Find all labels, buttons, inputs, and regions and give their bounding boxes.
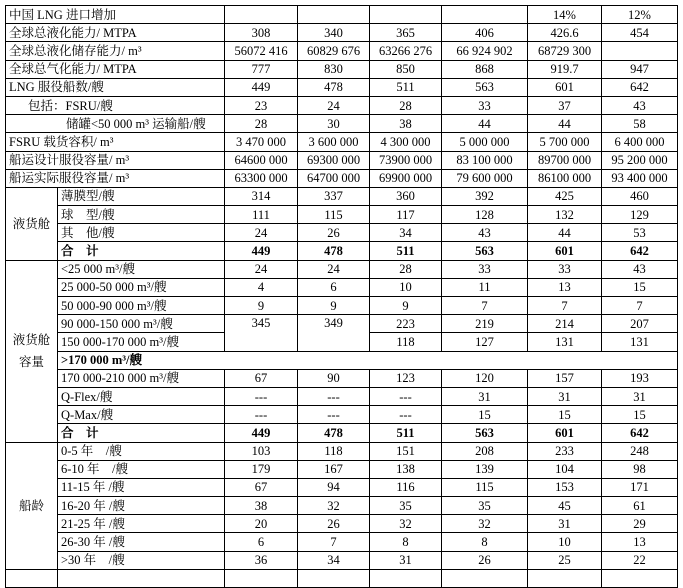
row-label: 储罐<50 000 m³ 运输船/艘 — [6, 115, 225, 133]
value-cell: 28 — [225, 115, 298, 133]
value-cell: 919.7 — [528, 60, 602, 78]
value-cell: 157 — [528, 369, 602, 387]
row-label: 16-20 年 /艘 — [58, 497, 225, 515]
value-cell: 120 — [442, 369, 528, 387]
value-cell: 63266 276 — [370, 42, 442, 60]
value-cell: 207 — [602, 315, 678, 333]
value-cell: 63300 000 — [225, 169, 298, 187]
value-cell: 128 — [442, 206, 528, 224]
value-cell: 511 — [370, 242, 442, 260]
table-row — [6, 60, 678, 78]
value-cell: 131 — [602, 333, 678, 351]
value-cell: 349 — [298, 315, 370, 351]
row-label: 170 000-210 000 m³/艘 — [58, 369, 225, 387]
empty-cell — [298, 569, 370, 587]
value-cell: 43 — [442, 224, 528, 242]
value-cell: 9 — [370, 297, 442, 315]
value-cell: 31 — [528, 515, 602, 533]
value-cell: 44 — [528, 115, 602, 133]
table-row — [6, 78, 678, 96]
value-cell: --- — [298, 406, 370, 424]
value-cell: 44 — [442, 115, 528, 133]
row-label: 其 他/艘 — [58, 224, 225, 242]
value-cell: 13 — [528, 278, 602, 296]
value-cell: 131 — [528, 333, 602, 351]
value-cell: 28 — [370, 96, 442, 114]
value-cell: 233 — [528, 442, 602, 460]
value-cell — [442, 6, 528, 24]
empty-cell — [58, 569, 225, 587]
table-row — [6, 206, 678, 224]
value-cell: 103 — [225, 442, 298, 460]
value-cell: 115 — [298, 206, 370, 224]
value-cell: 392 — [442, 187, 528, 205]
value-cell: 35 — [370, 497, 442, 515]
value-cell: 8 — [442, 533, 528, 551]
value-cell: 219 — [442, 315, 528, 333]
value-cell: 31 — [370, 551, 442, 569]
value-cell: 171 — [602, 478, 678, 496]
value-cell: 151 — [370, 442, 442, 460]
value-cell: 38 — [370, 115, 442, 133]
value-cell: 248 — [602, 442, 678, 460]
table-row — [6, 515, 678, 533]
row-label: 船运设计服役容量/ m³ — [6, 151, 225, 169]
value-cell: 6 400 000 — [602, 133, 678, 151]
value-cell: --- — [225, 406, 298, 424]
table-row — [6, 442, 678, 460]
value-cell: --- — [370, 387, 442, 405]
value-cell: 7 — [602, 297, 678, 315]
value-cell: 449 — [225, 424, 298, 442]
value-cell: 56072 416 — [225, 42, 298, 60]
value-cell: 89700 000 — [528, 151, 602, 169]
row-label: Q-Flex/艘 — [58, 387, 225, 405]
value-cell: --- — [370, 406, 442, 424]
value-cell: 308 — [225, 24, 298, 42]
table-row — [6, 406, 678, 424]
value-cell: 83 100 000 — [442, 151, 528, 169]
value-cell: 43 — [602, 260, 678, 278]
value-cell: 601 — [528, 242, 602, 260]
value-cell: 32 — [442, 515, 528, 533]
value-cell: 79 600 000 — [442, 169, 528, 187]
value-cell: 26 — [442, 551, 528, 569]
value-cell: 7 — [298, 533, 370, 551]
value-cell: 29 — [602, 515, 678, 533]
value-cell: 13 — [602, 533, 678, 551]
value-cell: 179 — [225, 460, 298, 478]
value-cell: 90 — [298, 369, 370, 387]
row-label: 包括：FSRU/艘 — [6, 96, 225, 114]
table-row — [6, 533, 678, 551]
row-label: 26-30 年 /艘 — [58, 533, 225, 551]
table-row — [6, 6, 678, 24]
row-label: 25 000-50 000 m³/艘 — [58, 278, 225, 296]
value-cell: 26 — [298, 224, 370, 242]
row-label: 全球总液化储存能力/ m³ — [6, 42, 225, 60]
value-cell: 153 — [528, 478, 602, 496]
row-label: 21-25 年 /艘 — [58, 515, 225, 533]
row-label: 全球总气化能力/ MTPA — [6, 60, 225, 78]
value-cell: 33 — [442, 96, 528, 114]
table-row — [6, 478, 678, 496]
row-label: 0-5 年 /艘 — [58, 442, 225, 460]
table-row — [6, 369, 678, 387]
value-cell: 3 470 000 — [225, 133, 298, 151]
value-cell: 67 — [225, 478, 298, 496]
value-cell: 25 — [528, 551, 602, 569]
value-cell: 24 — [298, 260, 370, 278]
value-cell: 23 — [225, 96, 298, 114]
table-row — [6, 460, 678, 478]
value-cell: 33 — [528, 260, 602, 278]
section-label: 液货舱 — [6, 187, 58, 260]
value-cell: 69900 000 — [370, 169, 442, 187]
value-cell: 15 — [442, 406, 528, 424]
value-cell: 449 — [225, 78, 298, 96]
value-cell: 601 — [528, 424, 602, 442]
value-cell: 111 — [225, 206, 298, 224]
table-row — [6, 42, 678, 60]
value-cell: 449 — [225, 242, 298, 260]
value-cell: 345 — [225, 315, 298, 351]
row-label: 6-10 年 /艘 — [58, 460, 225, 478]
value-cell — [298, 6, 370, 24]
value-cell: 34 — [370, 224, 442, 242]
value-cell: 454 — [602, 24, 678, 42]
table-row — [6, 387, 678, 405]
empty-cell — [602, 569, 678, 587]
value-cell: 563 — [442, 242, 528, 260]
value-cell: 139 — [442, 460, 528, 478]
empty-cell — [6, 569, 58, 587]
value-cell: 129 — [602, 206, 678, 224]
value-cell: 123 — [370, 369, 442, 387]
row-label: 合 计 — [58, 424, 225, 442]
value-cell: 642 — [602, 78, 678, 96]
value-cell: 24 — [225, 260, 298, 278]
table-row — [6, 115, 678, 133]
value-cell — [225, 6, 298, 24]
value-cell: 7 — [442, 297, 528, 315]
value-cell: 4 300 000 — [370, 133, 442, 151]
value-cell: 132 — [528, 206, 602, 224]
value-cell: 60829 676 — [298, 42, 370, 60]
value-cell: 37 — [528, 96, 602, 114]
value-cell: 32 — [298, 497, 370, 515]
value-cell: 28 — [370, 260, 442, 278]
table-row — [6, 133, 678, 151]
value-cell: 10 — [528, 533, 602, 551]
value-cell: 118 — [370, 333, 442, 351]
value-cell: 478 — [298, 242, 370, 260]
value-cell: 69300 000 — [298, 151, 370, 169]
value-cell: 601 — [528, 78, 602, 96]
value-cell: 31 — [602, 387, 678, 405]
value-cell: 22 — [602, 551, 678, 569]
value-cell: 118 — [298, 442, 370, 460]
value-cell: 24 — [298, 96, 370, 114]
value-cell: 58 — [602, 115, 678, 133]
value-cell: 61 — [602, 497, 678, 515]
value-cell: 777 — [225, 60, 298, 78]
value-cell: 15 — [528, 406, 602, 424]
empty-cell — [225, 569, 298, 587]
table-row — [6, 260, 678, 278]
value-cell: 127 — [442, 333, 528, 351]
table-row — [6, 169, 678, 187]
value-cell: 850 — [370, 60, 442, 78]
value-cell: 340 — [298, 24, 370, 42]
row-label: 船运实际服役容量/ m³ — [6, 169, 225, 187]
row-label: >30 年 /艘 — [58, 551, 225, 569]
value-cell: 642 — [602, 424, 678, 442]
value-cell: 43 — [602, 96, 678, 114]
row-label: 150 000-170 000 m³/艘 — [58, 333, 225, 351]
value-cell: 10 — [370, 278, 442, 296]
value-cell: 34 — [298, 551, 370, 569]
value-cell: 6 — [225, 533, 298, 551]
table-row — [6, 551, 678, 569]
value-cell: 360 — [370, 187, 442, 205]
value-cell: 3 600 000 — [298, 133, 370, 151]
table-row — [6, 24, 678, 42]
value-cell: 26 — [298, 515, 370, 533]
row-label: FSRU 载货容积/ m³ — [6, 133, 225, 151]
value-cell: 15 — [602, 406, 678, 424]
value-cell: 7 — [528, 297, 602, 315]
value-cell: 426.6 — [528, 24, 602, 42]
value-cell: 947 — [602, 60, 678, 78]
value-cell: 6 — [298, 278, 370, 296]
row-label: 薄膜型/艘 — [58, 187, 225, 205]
value-cell: 44 — [528, 224, 602, 242]
value-cell — [602, 42, 678, 60]
value-cell: 563 — [442, 424, 528, 442]
value-cell: 66 924 902 — [442, 42, 528, 60]
value-cell: 138 — [370, 460, 442, 478]
value-cell: 9 — [225, 297, 298, 315]
value-cell: 4 — [225, 278, 298, 296]
value-cell: 478 — [298, 424, 370, 442]
table-row — [6, 497, 678, 515]
value-cell: 20 — [225, 515, 298, 533]
empty-cell — [442, 569, 528, 587]
value-cell: 223 — [370, 315, 442, 333]
table-row — [6, 151, 678, 169]
row-label: 90 000-150 000 m³/艘 — [58, 315, 225, 333]
value-cell: 214 — [528, 315, 602, 333]
value-cell: 115 — [442, 478, 528, 496]
row-label: 50 000-90 000 m³/艘 — [58, 297, 225, 315]
value-cell: 67 — [225, 369, 298, 387]
value-cell: 64600 000 — [225, 151, 298, 169]
value-cell: 193 — [602, 369, 678, 387]
value-cell: 38 — [225, 497, 298, 515]
value-cell: 30 — [298, 115, 370, 133]
table-row — [6, 278, 678, 296]
value-cell: 9 — [298, 297, 370, 315]
value-cell: 425 — [528, 187, 602, 205]
value-cell: 68729 300 — [528, 42, 602, 60]
value-cell: 15 — [602, 278, 678, 296]
value-cell: 5 700 000 — [528, 133, 602, 151]
value-cell: 460 — [602, 187, 678, 205]
value-cell: 8 — [370, 533, 442, 551]
value-cell: 73900 000 — [370, 151, 442, 169]
value-cell: 208 — [442, 442, 528, 460]
value-cell: --- — [225, 387, 298, 405]
empty-cell — [528, 569, 602, 587]
row-label: <25 000 m³/艘 — [58, 260, 225, 278]
section-label: 船龄 — [6, 442, 58, 569]
row-label: 全球总液化能力/ MTPA — [6, 24, 225, 42]
row-label: 中国 LNG 进口增加 — [6, 6, 225, 24]
lng-statistics-table — [5, 5, 678, 588]
value-cell: 14% — [528, 6, 602, 24]
table-row — [6, 224, 678, 242]
value-cell: 868 — [442, 60, 528, 78]
row-label: 11-15 年 /艘 — [58, 478, 225, 496]
value-cell: 365 — [370, 24, 442, 42]
value-cell: 511 — [370, 78, 442, 96]
value-cell: 94 — [298, 478, 370, 496]
value-cell: 31 — [528, 387, 602, 405]
value-cell: 36 — [225, 551, 298, 569]
value-cell: 24 — [225, 224, 298, 242]
table-row — [6, 351, 678, 369]
table-row — [6, 297, 678, 315]
table-row — [6, 569, 678, 587]
value-cell: 314 — [225, 187, 298, 205]
table-row — [6, 315, 678, 333]
value-cell — [370, 6, 442, 24]
value-cell: 563 — [442, 78, 528, 96]
value-cell: 11 — [442, 278, 528, 296]
value-cell: 93 400 000 — [602, 169, 678, 187]
value-cell: 31 — [442, 387, 528, 405]
value-cell: 642 — [602, 242, 678, 260]
row-label: 合 计 — [58, 242, 225, 260]
value-cell: 478 — [298, 78, 370, 96]
value-cell: 104 — [528, 460, 602, 478]
value-cell: 95 200 000 — [602, 151, 678, 169]
empty-cell — [370, 569, 442, 587]
value-cell: 167 — [298, 460, 370, 478]
value-cell: 53 — [602, 224, 678, 242]
value-cell: 5 000 000 — [442, 133, 528, 151]
value-cell: 86100 000 — [528, 169, 602, 187]
value-cell: 117 — [370, 206, 442, 224]
row-label: 球 型/艘 — [58, 206, 225, 224]
value-cell: 116 — [370, 478, 442, 496]
value-cell: 35 — [442, 497, 528, 515]
value-cell: 64700 000 — [298, 169, 370, 187]
value-cell: --- — [298, 387, 370, 405]
table-row — [6, 242, 678, 260]
value-cell: 830 — [298, 60, 370, 78]
row-label: LNG 服役船数/艘 — [6, 78, 225, 96]
value-cell: 32 — [370, 515, 442, 533]
value-cell: 45 — [528, 497, 602, 515]
row-label: Q-Max/艘 — [58, 406, 225, 424]
value-cell: 511 — [370, 424, 442, 442]
table-row — [6, 96, 678, 114]
value-cell: 337 — [298, 187, 370, 205]
value-cell: 12% — [602, 6, 678, 24]
table-row — [6, 424, 678, 442]
value-cell: 98 — [602, 460, 678, 478]
value-cell: 33 — [442, 260, 528, 278]
table-row — [6, 187, 678, 205]
value-cell: 406 — [442, 24, 528, 42]
row-label: >170 000 m³/艘 — [58, 351, 678, 369]
section-label: 液货舱容量 — [6, 260, 58, 442]
